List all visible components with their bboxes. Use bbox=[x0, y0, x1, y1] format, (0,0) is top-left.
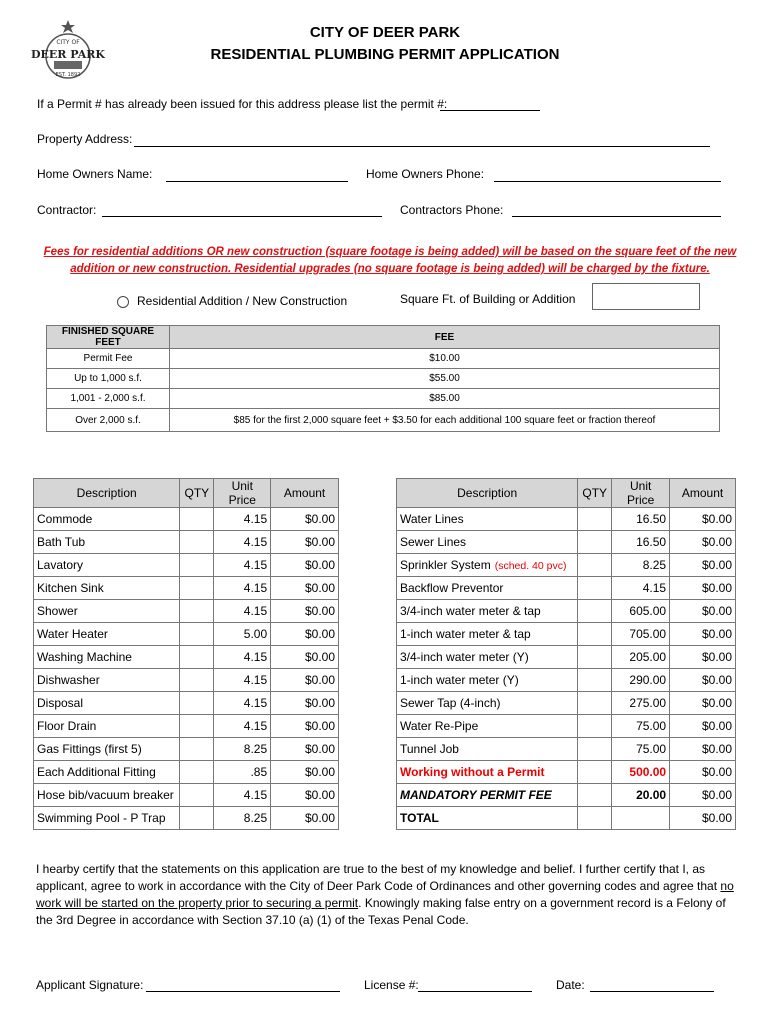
fixture-description-text: Gas Fittings (first 5) bbox=[37, 742, 142, 756]
column-header-qty: QTY bbox=[180, 479, 214, 508]
fixture-qty-input[interactable] bbox=[180, 669, 214, 692]
fixture-description bbox=[397, 692, 578, 715]
fixture-unit-price: 75.00 bbox=[612, 715, 670, 738]
fixture-description bbox=[397, 761, 578, 784]
fixture-description bbox=[34, 554, 180, 577]
table-row bbox=[34, 807, 339, 830]
table-row bbox=[397, 692, 736, 715]
fixture-unit-price: 4.15 bbox=[612, 577, 670, 600]
fixture-unit-price: 16.50 bbox=[612, 531, 670, 554]
fixture-qty-input[interactable] bbox=[180, 761, 214, 784]
fixture-qty-input[interactable] bbox=[578, 669, 612, 692]
fixture-description bbox=[397, 669, 578, 692]
fixture-amount: $0.00 bbox=[271, 807, 339, 830]
fixture-qty-input[interactable] bbox=[578, 577, 612, 600]
fixture-amount: $0.00 bbox=[271, 761, 339, 784]
column-header-unit-price: Unit Price bbox=[214, 479, 271, 508]
fixture-description-text: Hose bib/vacuum breaker bbox=[37, 788, 174, 802]
fixture-qty-input[interactable] bbox=[578, 508, 612, 531]
fee-notice-line2: addition or new construction. Residential upgrades (no square footage is being added) will be charged by the fixture. bbox=[70, 263, 710, 275]
fixture-unit-price bbox=[612, 807, 670, 830]
fixture-description bbox=[397, 577, 578, 600]
fixture-qty-input[interactable] bbox=[180, 738, 214, 761]
fixture-unit-price: 4.15 bbox=[214, 715, 271, 738]
column-header-description: Description bbox=[397, 479, 578, 508]
table-row bbox=[34, 692, 339, 715]
fee-amount: $55.00 bbox=[170, 369, 720, 389]
fee-table-header: FINISHED SQUARE FEET bbox=[47, 326, 170, 349]
fixture-description-text: Water Re-Pipe bbox=[400, 719, 479, 733]
fixture-amount: $0.00 bbox=[271, 508, 339, 531]
fixture-amount: $0.00 bbox=[271, 577, 339, 600]
right-fixture-table bbox=[396, 478, 736, 830]
fixture-amount: $0.00 bbox=[271, 531, 339, 554]
fixture-unit-price: 4.15 bbox=[214, 600, 271, 623]
fixture-amount: $0.00 bbox=[271, 554, 339, 577]
fixture-qty-input[interactable] bbox=[180, 554, 214, 577]
table-row bbox=[47, 409, 720, 432]
fixture-unit-price: 605.00 bbox=[612, 600, 670, 623]
fixture-description-text: Commode bbox=[37, 512, 93, 526]
table-row bbox=[34, 554, 339, 577]
fixture-unit-price: 4.15 bbox=[214, 669, 271, 692]
fixture-description bbox=[397, 646, 578, 669]
fixture-description bbox=[397, 554, 578, 577]
table-row bbox=[34, 715, 339, 738]
table-row bbox=[397, 623, 736, 646]
fixture-unit-price: 8.25 bbox=[214, 738, 271, 761]
column-header-amount: Amount bbox=[271, 479, 339, 508]
fixture-unit-price: 20.00 bbox=[612, 784, 670, 807]
fixture-amount: $0.00 bbox=[670, 508, 736, 531]
table-row bbox=[397, 807, 736, 830]
fixture-description-text: Water Lines bbox=[400, 512, 464, 526]
contractor-phone-field[interactable] bbox=[512, 216, 721, 217]
fixture-description-text: Bath Tub bbox=[37, 535, 86, 549]
contractor-field[interactable] bbox=[102, 216, 382, 217]
fixture-qty-input[interactable] bbox=[578, 554, 612, 577]
fixture-amount: $0.00 bbox=[670, 784, 736, 807]
table-row bbox=[34, 623, 339, 646]
date-field[interactable] bbox=[590, 991, 714, 992]
fixture-description-text: 1-inch water meter (Y) bbox=[400, 673, 519, 687]
fixture-qty-input[interactable] bbox=[578, 807, 612, 830]
fee-range: 1,001 - 2,000 s.f. bbox=[47, 389, 170, 409]
fee-range: Over 2,000 s.f. bbox=[47, 409, 170, 432]
fixture-unit-price: 205.00 bbox=[612, 646, 670, 669]
certification-part1: I hearby certify that the statements on this application are true to the best of my knowledge and belief. I further certify that I, as applicant, agree to work in accordance with the City of Deer Park Code of Ordinances and other governing codes and agree that bbox=[36, 862, 721, 893]
fixture-description bbox=[34, 669, 180, 692]
fixture-description bbox=[34, 577, 180, 600]
table-row bbox=[397, 761, 736, 784]
permit-number-field[interactable] bbox=[440, 110, 540, 111]
fixture-amount: $0.00 bbox=[271, 669, 339, 692]
owner-name-field[interactable] bbox=[166, 181, 348, 182]
fixture-amount: $0.00 bbox=[271, 784, 339, 807]
fixture-description-text: 3/4-inch water meter (Y) bbox=[400, 650, 529, 664]
fixture-description-text: Working without a Permit bbox=[400, 765, 545, 779]
page-subtitle: RESIDENTIAL PLUMBING PERMIT APPLICATION bbox=[210, 46, 560, 63]
fixture-amount: $0.00 bbox=[271, 600, 339, 623]
fixture-unit-price: 4.15 bbox=[214, 508, 271, 531]
fixture-unit-price: 16.50 bbox=[612, 508, 670, 531]
fee-notice-line1: Fees for residential additions OR new construction (square footage is being added) will be based on the square feet of the new bbox=[43, 246, 737, 258]
fixture-description bbox=[34, 761, 180, 784]
table-row bbox=[397, 715, 736, 738]
fixture-amount: $0.00 bbox=[670, 669, 736, 692]
table-row bbox=[47, 349, 720, 369]
applicant-signature-field[interactable] bbox=[146, 991, 340, 992]
svg-text:DEER PARK: DEER PARK bbox=[31, 48, 105, 61]
fixture-qty-input[interactable] bbox=[578, 531, 612, 554]
fixture-description-text: Shower bbox=[37, 604, 78, 618]
column-header-qty: QTY bbox=[578, 479, 612, 508]
fixture-amount: $0.00 bbox=[271, 623, 339, 646]
fixture-unit-price: 4.15 bbox=[214, 554, 271, 577]
fixture-qty-input[interactable] bbox=[180, 623, 214, 646]
fixture-description bbox=[34, 600, 180, 623]
left-fixture-table bbox=[33, 478, 339, 830]
fixture-description bbox=[34, 508, 180, 531]
certification-part2: . Knowingly making false entry on a government record is a Felony of the 3rd Degree in accordance with Section 37.10 (a) (1) of the Texas Penal Code. bbox=[36, 896, 726, 927]
new-construction-radio[interactable] bbox=[117, 296, 129, 308]
fixture-qty-input[interactable] bbox=[180, 692, 214, 715]
fixture-description bbox=[34, 738, 180, 761]
fixture-amount: $0.00 bbox=[271, 738, 339, 761]
table-row bbox=[34, 508, 339, 531]
contractor-label: Contractor: bbox=[37, 203, 97, 217]
fixture-qty-input[interactable] bbox=[180, 784, 214, 807]
fixture-unit-price: 4.15 bbox=[214, 646, 271, 669]
fixture-description bbox=[397, 531, 578, 554]
fixture-qty-input[interactable] bbox=[578, 600, 612, 623]
fixture-description-text: MANDATORY PERMIT FEE bbox=[400, 788, 552, 802]
fixture-description bbox=[397, 600, 578, 623]
fixture-amount: $0.00 bbox=[670, 761, 736, 784]
fixture-unit-price: 275.00 bbox=[612, 692, 670, 715]
fixture-unit-price: 290.00 bbox=[612, 669, 670, 692]
fixture-unit-price: 4.15 bbox=[214, 531, 271, 554]
fixture-description bbox=[34, 784, 180, 807]
fixture-amount: $0.00 bbox=[670, 715, 736, 738]
table-row bbox=[34, 738, 339, 761]
fee-amount: $10.00 bbox=[170, 349, 720, 369]
svg-text:EST. 1892: EST. 1892 bbox=[55, 72, 81, 78]
fixture-amount: $0.00 bbox=[271, 692, 339, 715]
fixture-unit-price: 4.15 bbox=[214, 692, 271, 715]
fixture-amount: $0.00 bbox=[670, 531, 736, 554]
fixture-description bbox=[34, 531, 180, 554]
table-row bbox=[397, 738, 736, 761]
applicant-signature-label: Applicant Signature: bbox=[36, 978, 144, 992]
fixture-unit-price: 8.25 bbox=[214, 807, 271, 830]
fixture-description-text: 3/4-inch water meter & tap bbox=[400, 604, 541, 618]
sqft-label: Square Ft. of Building or Addition bbox=[400, 292, 576, 306]
fixture-description-text: Disposal bbox=[37, 696, 84, 710]
column-header-unit-price: Unit Price bbox=[612, 479, 670, 508]
license-label: License #: bbox=[364, 978, 419, 992]
fixture-description-text: Water Heater bbox=[37, 627, 108, 641]
fixture-qty-input[interactable] bbox=[578, 692, 612, 715]
fixture-unit-price: 4.15 bbox=[214, 577, 271, 600]
certification-underlined: no work will be started on the property prior to securing a permit bbox=[36, 879, 734, 910]
fixture-unit-price: 75.00 bbox=[612, 738, 670, 761]
fixture-description bbox=[34, 807, 180, 830]
fixture-amount: $0.00 bbox=[670, 692, 736, 715]
fixture-description bbox=[34, 623, 180, 646]
fixture-qty-input[interactable] bbox=[578, 646, 612, 669]
fixture-description-text: Washing Machine bbox=[37, 650, 132, 664]
table-row bbox=[34, 784, 339, 807]
table-row bbox=[397, 577, 736, 600]
fixture-qty-input[interactable] bbox=[180, 531, 214, 554]
fixture-description bbox=[34, 646, 180, 669]
fee-range: Up to 1,000 s.f. bbox=[47, 369, 170, 389]
fixture-description-text: Sprinkler System bbox=[400, 558, 491, 572]
fee-table bbox=[46, 325, 720, 432]
fixture-unit-price: 4.15 bbox=[214, 784, 271, 807]
fixture-description bbox=[397, 807, 578, 830]
fixture-description-text: Each Additional Fitting bbox=[37, 765, 156, 779]
owner-name-label: Home Owners Name: bbox=[37, 167, 153, 181]
page-title: CITY OF DEER PARK bbox=[309, 24, 461, 41]
fixture-description-text: Sewer Tap (4-inch) bbox=[400, 696, 501, 710]
table-row bbox=[397, 784, 736, 807]
fixture-description bbox=[397, 738, 578, 761]
owner-phone-field[interactable] bbox=[494, 181, 721, 182]
fixture-description-text: Tunnel Job bbox=[400, 742, 459, 756]
fixture-qty-input[interactable] bbox=[578, 715, 612, 738]
fixture-description-text: Sewer Lines bbox=[400, 535, 467, 549]
table-row bbox=[47, 369, 720, 389]
fixture-amount: $0.00 bbox=[670, 738, 736, 761]
contractor-phone-label: Contractors Phone: bbox=[400, 203, 504, 217]
fixture-unit-price: 8.25 bbox=[612, 554, 670, 577]
fixture-description-text: Swimming Pool - P Trap bbox=[37, 811, 166, 825]
table-row bbox=[397, 531, 736, 554]
table-row bbox=[397, 669, 736, 692]
fixture-description-text: TOTAL bbox=[400, 811, 439, 825]
property-address-label: Property Address: bbox=[37, 132, 133, 146]
fixture-description bbox=[397, 623, 578, 646]
fixture-qty-input[interactable] bbox=[180, 646, 214, 669]
date-label: Date: bbox=[556, 978, 585, 992]
fixture-description bbox=[397, 784, 578, 807]
fixture-description-text: Floor Drain bbox=[37, 719, 97, 733]
fee-amount: $85 for the first 2,000 square feet + $3.50 for each additional 100 square feet or fraction thereof bbox=[170, 409, 720, 432]
new-construction-label: Residential Addition / New Construction bbox=[137, 294, 348, 308]
fee-table-header: FEE bbox=[170, 326, 720, 349]
fixture-amount: $0.00 bbox=[670, 623, 736, 646]
fixture-qty-input[interactable] bbox=[578, 761, 612, 784]
fixture-amount: $0.00 bbox=[670, 807, 736, 830]
fee-amount: $85.00 bbox=[170, 389, 720, 409]
table-row bbox=[397, 554, 736, 577]
fixture-qty-input[interactable] bbox=[578, 784, 612, 807]
table-row bbox=[34, 646, 339, 669]
license-field[interactable] bbox=[418, 991, 532, 992]
fixture-amount: $0.00 bbox=[271, 715, 339, 738]
fixture-unit-price: .85 bbox=[214, 761, 271, 784]
fixture-amount: $0.00 bbox=[670, 554, 736, 577]
table-row bbox=[34, 531, 339, 554]
fixture-unit-price: 705.00 bbox=[612, 623, 670, 646]
fixture-qty-input[interactable] bbox=[578, 738, 612, 761]
table-row bbox=[397, 508, 736, 531]
fixture-description-text: Dishwasher bbox=[37, 673, 100, 687]
fixture-qty-input[interactable] bbox=[180, 600, 214, 623]
column-header-description: Description bbox=[34, 479, 180, 508]
fixture-description-text: 1-inch water meter & tap bbox=[400, 627, 531, 641]
fixture-description bbox=[397, 715, 578, 738]
fixture-note: (sched. 40 pvc) bbox=[494, 560, 567, 572]
table-row bbox=[34, 577, 339, 600]
fixture-amount: $0.00 bbox=[670, 646, 736, 669]
fixture-amount: $0.00 bbox=[271, 646, 339, 669]
table-row bbox=[47, 389, 720, 409]
fee-range: Permit Fee bbox=[47, 349, 170, 369]
table-row bbox=[34, 669, 339, 692]
permit-number-label: If a Permit # has already been issued for this address please list the permit #: bbox=[37, 97, 448, 111]
fixture-unit-price: 5.00 bbox=[214, 623, 271, 646]
certification-text bbox=[36, 861, 736, 929]
property-address-field[interactable] bbox=[134, 146, 710, 147]
svg-text:CITY OF: CITY OF bbox=[56, 39, 80, 46]
fixture-description bbox=[34, 692, 180, 715]
owner-phone-label: Home Owners Phone: bbox=[366, 167, 485, 181]
table-row bbox=[34, 600, 339, 623]
table-row bbox=[34, 761, 339, 784]
column-header-amount: Amount bbox=[670, 479, 736, 508]
table-row bbox=[397, 600, 736, 623]
fixture-qty-input[interactable] bbox=[180, 508, 214, 531]
sqft-input[interactable] bbox=[592, 283, 700, 310]
fixture-amount: $0.00 bbox=[670, 577, 736, 600]
fixture-description bbox=[397, 508, 578, 531]
fixture-unit-price: 500.00 bbox=[612, 761, 670, 784]
fixture-qty-input[interactable] bbox=[578, 623, 612, 646]
fixture-qty-input[interactable] bbox=[180, 807, 214, 830]
fixture-description-text: Kitchen Sink bbox=[37, 581, 104, 595]
fixture-qty-input[interactable] bbox=[180, 715, 214, 738]
fixture-qty-input[interactable] bbox=[180, 577, 214, 600]
fixture-amount: $0.00 bbox=[670, 600, 736, 623]
fixture-description-text: Lavatory bbox=[37, 558, 84, 572]
table-row bbox=[397, 646, 736, 669]
fixture-description bbox=[34, 715, 180, 738]
fixture-description-text: Backflow Preventor bbox=[400, 581, 504, 595]
